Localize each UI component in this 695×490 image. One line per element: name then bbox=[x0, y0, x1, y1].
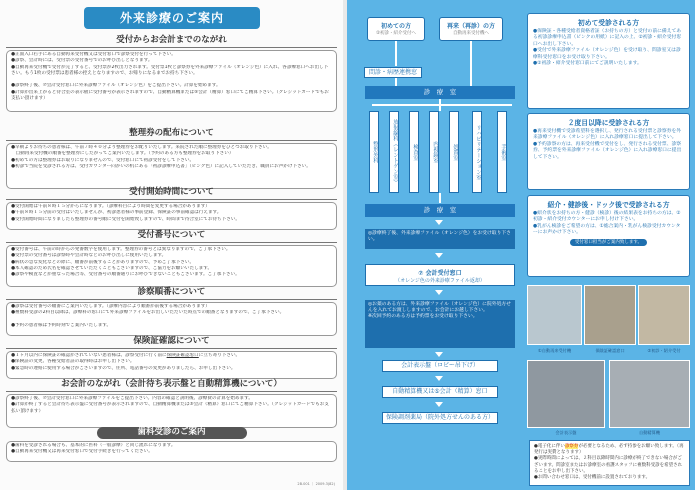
cashier-reception-box bbox=[365, 264, 515, 286]
notice-line: ●実際時間によっては、２科目以降時間内に診療が終了できない場合がございます。問診室またはお診療室の看護スタッフに複数科受診を希望されることをお申し出下さい。 bbox=[534, 456, 683, 474]
pill-wrap bbox=[533, 239, 684, 246]
text-line: ●緊急時の連絡に使用する場合がございますので、住所、電話番号の変更がありましたら、お申し出下さい。 bbox=[11, 365, 236, 371]
display-board-box: 会計表示盤（ロビー吊下げ） bbox=[382, 360, 498, 372]
panel-line: ●受付で外来診療ファイル（オレンジ色）を受け取り、問診室又は診療科受付窓口をお受け取り下さい。 bbox=[533, 48, 681, 60]
left-page bbox=[0, 0, 343, 490]
payment-box: 自動精算機又は⑤会計（精算）窓口 bbox=[382, 386, 498, 398]
photo-caption: ①自動再来受付機 bbox=[537, 348, 572, 353]
text-line: ●診察終了後、⑦会計受付窓口に外来診療ファイル（オレンジ色）をご提出下さい。計算を始めます。 bbox=[11, 83, 221, 89]
panel-line: ●乳がん検診をご希望の方は、①総合案内・乳がん検診受付カウンターにお声かけ下さい。 bbox=[533, 223, 681, 236]
dept-tab-surgery: 手術室 bbox=[497, 111, 507, 193]
text-line: ●初めての方は整理券はお取りになりませんので、受付窓口にて初診受付をして下さい。 bbox=[11, 157, 195, 163]
page-title: 外来診療のご案内 bbox=[84, 7, 260, 29]
text-line: ●計算が出来上がると待合室の表示板に受付番号が表示されますので、自動精算機または⑤会計（精算）窓口にてご精算下さい。（クレジットカードでもお支払い頂けます） bbox=[11, 89, 329, 102]
down-arrow-icon bbox=[435, 376, 443, 381]
text-line: ●診察、会計時には、受付票の受付番号でのお呼び出しとなります。 bbox=[11, 58, 153, 64]
section-heading: 診察順番について bbox=[6, 287, 337, 300]
text-line: ●診察終了後、⑦会計受付窓口に外来診療ファイルをご提出下さい。内容の確認と説明後、診療費の計算を始めます。 bbox=[11, 396, 253, 401]
section-heading: 歯科受診のご案内 bbox=[97, 427, 247, 439]
panel-title: 紹介・健診後・ドック後で受診される方 bbox=[547, 201, 670, 209]
photo-first-visit-desk bbox=[638, 285, 690, 345]
text-line: ●正面入口右手にある自動再来受付機又は受付窓口で診察受付を行って下さい。 bbox=[11, 52, 176, 57]
section-heading: 整理券の配布について bbox=[6, 128, 337, 141]
dept-tab-lab: 検査室 bbox=[409, 111, 419, 193]
photo-caption: 自動精算機 bbox=[639, 430, 660, 435]
text-line: ●受付開始時間になりましたら整理券の番号順に受付を開始致しますので、時間まで待合室にてお待ち下さい。 bbox=[11, 216, 241, 222]
down-arrow-icon bbox=[435, 402, 443, 407]
text-line: ●本人確認のため氏名を確認させていただくこともございますので、ご協力をお願いいたします。 bbox=[11, 265, 213, 271]
text-fragment: が必要となるため、必ず持参をお願い致します。（再発行は実費となります） bbox=[534, 444, 684, 456]
pharmacy-box: 保険調剤薬局（院外処方せんのある方） bbox=[382, 412, 498, 424]
flow-branch bbox=[372, 104, 512, 106]
text-line: ●複数科受診の2科目以降は、診療科の窓口にて外来診療ファイルをお出しいただいた時点での順番となりますので、ご了承下さい。 bbox=[11, 310, 285, 316]
down-arrow-icon bbox=[435, 253, 443, 258]
panel-line: ●予約診察の方は、再来受付機で受付をし、発行される受付票、診察券、予約票を外来診療ファイル（オレンジ色）に入れ診療窓口に提出して下さい。 bbox=[533, 141, 682, 160]
dept-tab-orthopedics: 整形外科 bbox=[369, 111, 379, 193]
text-line: ●午前８時１５分前の受付はいたしませんが、初診患者様の事前登録、保険証の事前確認は行えます。 bbox=[11, 210, 222, 216]
panel-line: ●②初診・紹介受付窓口前にてご説明いたします。 bbox=[533, 61, 642, 67]
text-line: ●診察は受付番号の順番にご案内いたします。（診療内容により順番が前後する場合があります） bbox=[11, 304, 210, 309]
first-visit-box bbox=[367, 17, 425, 41]
photo-payment-machine bbox=[609, 360, 690, 428]
section-hours bbox=[6, 187, 337, 230]
section-body bbox=[6, 394, 337, 428]
photo-reception-kiosk bbox=[527, 285, 582, 345]
section-heading: 受付からお会計までのながれ bbox=[6, 35, 337, 48]
photo-caption: 保険証確認窓口 bbox=[595, 348, 625, 353]
panel-first-visit bbox=[527, 13, 690, 109]
panel-second-visit bbox=[527, 113, 690, 190]
section-heading: 保険証確認について bbox=[6, 336, 337, 349]
panel-body bbox=[528, 127, 689, 163]
section-dental bbox=[6, 427, 337, 462]
section-order bbox=[6, 287, 337, 336]
section-heading: 受付番号について bbox=[6, 230, 337, 243]
text-line: ●歯科を受診される場合も、基本的に医科（一般診療）と同じ流れになります。 bbox=[11, 443, 176, 448]
text-line: 自動再来受付機の順番を整理券にしたがってご案内いたします。（予約のある方も整理券をお取り下さい） bbox=[11, 151, 234, 157]
document-reference: 2B.001 ｜ 2009.3(82) bbox=[297, 482, 335, 486]
panel-line: ●再来受付機で受診希望科を選択し、発行される受付票と診察券を外来診療ファイル（オレンジ色）に入れ診療窓口に提出して下さい。 bbox=[533, 129, 682, 141]
section-reception-number bbox=[6, 230, 337, 287]
notice-line: ●お問い合わせ窓口は、受付機前に設置されております。 bbox=[534, 475, 651, 481]
panel-referral bbox=[527, 195, 690, 277]
section-body bbox=[6, 245, 337, 287]
clinic-room-top: 診 療 室 bbox=[365, 86, 515, 99]
highlight-card: 診察券 bbox=[564, 444, 579, 449]
section-body bbox=[6, 302, 337, 336]
notice-line bbox=[534, 444, 685, 456]
photo-caption: ②初診・紹介受付 bbox=[647, 348, 681, 353]
clinic-room-bottom: 診 療 室 bbox=[365, 204, 515, 217]
text-line: ●診察や検査などが重なった場合等、受付番号の順番通りにお呼びできないこともございます。ご了承下さい。 bbox=[11, 272, 240, 278]
text-fragment: ●電子化に伴い bbox=[534, 444, 565, 449]
flow-arrow bbox=[395, 78, 397, 86]
section-heading: 受付開始時間について bbox=[6, 187, 337, 200]
cashier-reception-title: ⑦ 会計受付窓口 bbox=[418, 270, 462, 277]
section-cashier bbox=[6, 379, 337, 428]
panel-line: ●紹介状をお持ちの方・健診（検診）後の結果表をお持ちの方は、②初診・紹介受付カウンターにお申し付け下さい。 bbox=[533, 211, 681, 223]
panel-body bbox=[528, 27, 689, 69]
cashier-reception-sub: （オレンジ色の外来診療ファイル返却） bbox=[395, 278, 485, 284]
revisit-sub: 自動再来受付機へ bbox=[453, 31, 489, 36]
section-insurance bbox=[6, 336, 337, 379]
revisit-label: 再来（再診）の方 bbox=[446, 23, 495, 30]
text-line: ●保険証の変更、各種受給者証の取得時はお申し出下さい。 bbox=[11, 359, 135, 365]
photo-display-board bbox=[527, 360, 605, 428]
revisit-box bbox=[439, 17, 503, 41]
step-receive-file: ◎診療終了後、外来診療ファイル（オレンジ色）をお受け取り下さい。 bbox=[365, 229, 515, 249]
text-line: ●予約の患者様は予約時刻でご案内いたします。 bbox=[11, 322, 112, 328]
section-body bbox=[6, 143, 337, 189]
flow-arrow bbox=[439, 193, 441, 203]
section-body bbox=[6, 50, 337, 112]
section-body bbox=[6, 351, 337, 379]
text-fragment: に立ち寄り下さい。 bbox=[198, 353, 241, 358]
flow-arrow bbox=[470, 41, 472, 86]
panel-title: 初めて受診される方 bbox=[577, 19, 640, 27]
text-line: ●自動再来受付機で受付が完了すると、受付票が2枚出力されます。受付票1枚と診察券を外来診療ファイル（オレンジ色）に入れ、各診療窓口へお出し下さい。もう1枚の受付票は患者様の控えとなりますので、お帰りになるまでお持ち下さい。 bbox=[11, 64, 329, 76]
section-ticket bbox=[6, 128, 337, 189]
reception-box: 問診・病歴連携窓 bbox=[364, 67, 422, 78]
dept-tab-endoscopy: 内視鏡室 bbox=[429, 111, 439, 193]
dept-tab-rehab: リハビリテーション室 bbox=[472, 111, 482, 193]
panel-body bbox=[528, 209, 689, 248]
panel-line: ●保険証・各種受給者資格者証（お持ちの方）と受付の前に備えてある初診診療申込書（ピンクの用紙）に記入の上、②初診・紹介受付窓口へお出し下さい。 bbox=[533, 29, 682, 47]
text-line: ●受付票の受付番号は診察時や会計時などのお呼び出しに使用いたします。 bbox=[11, 253, 167, 259]
panel-pill: 受付窓口担当がご案内致します。 bbox=[570, 239, 647, 246]
text-line: ●受付開始は午前８時１５分からになります。（診療科目により時間を変更する場合があります） bbox=[11, 204, 210, 209]
step-prescription-note: ◎お薬のある方は、外来診療ファイル（オレンジ色）に院外処方せんを入れてお渡ししますので、お会計にお越し下さい。 ※次回予約のある方は予約票をお受け取り下さい。 bbox=[365, 300, 515, 348]
insurance-window-label: 保険証確認窓口 bbox=[166, 353, 199, 358]
photo-caption: 会計表示盤 bbox=[555, 430, 577, 435]
dept-tab-treatment: 処置室 bbox=[449, 111, 459, 193]
text-line: ●初診で当院を受診される方は、受付カウンター向かいの机にある「初診診療申込書」（ピンク色）に記入していただき、職員にお声かけ下さい。 bbox=[11, 163, 311, 169]
text-line: ●早朝よりお待ちの患者様は、午前７時４０分より整理券をお配りいたします。来院された順に整理券をひとつお取り下さい。 bbox=[11, 145, 272, 150]
section-body bbox=[6, 202, 337, 230]
photo-insurance-window bbox=[584, 285, 636, 345]
text-line: ●計算が終了すると会計待ち表示盤に受付番号が表示されますので、自動精算機または⑤会計（精算）窓口にてご精算下さい。（クレジットカードでもお支払い頂けます） bbox=[11, 402, 329, 414]
first-visit-sub: ②初診・紹介受付へ bbox=[375, 31, 417, 36]
flow-arrow bbox=[395, 41, 397, 66]
first-visit-label: 初めての方 bbox=[380, 23, 411, 30]
section-heading: お会計のながれ（会計待ち表示盤と自動精算機について） bbox=[6, 379, 337, 392]
section-flow bbox=[6, 35, 337, 112]
section-body bbox=[6, 441, 337, 462]
down-arrow-icon bbox=[435, 220, 443, 225]
down-arrow-icon bbox=[435, 290, 443, 295]
bottom-notice bbox=[529, 440, 690, 486]
dept-tab-radiology: 放射線科（レントゲン室） bbox=[389, 111, 399, 193]
panel-title: ２度目以降に受診される方 bbox=[567, 119, 650, 127]
text-line: ●自動再来受付機又は再来受付窓口で受付手続きを行ってください。 bbox=[11, 449, 153, 455]
text-line: ●病状の急な変化などの際に、順番が前後することがありますので、予めご了承下さい。 bbox=[11, 259, 195, 265]
text-fragment: ●１ヶ月以内に保険証の確認がされていない患者様は、診察受付に行く前に bbox=[11, 353, 167, 358]
text-line: ●受付番号は、午前の時からの発番数字を使用します。整理券の番号とは異なりますので、ご了承下さい。 bbox=[11, 247, 231, 252]
down-arrow-icon bbox=[435, 352, 443, 357]
